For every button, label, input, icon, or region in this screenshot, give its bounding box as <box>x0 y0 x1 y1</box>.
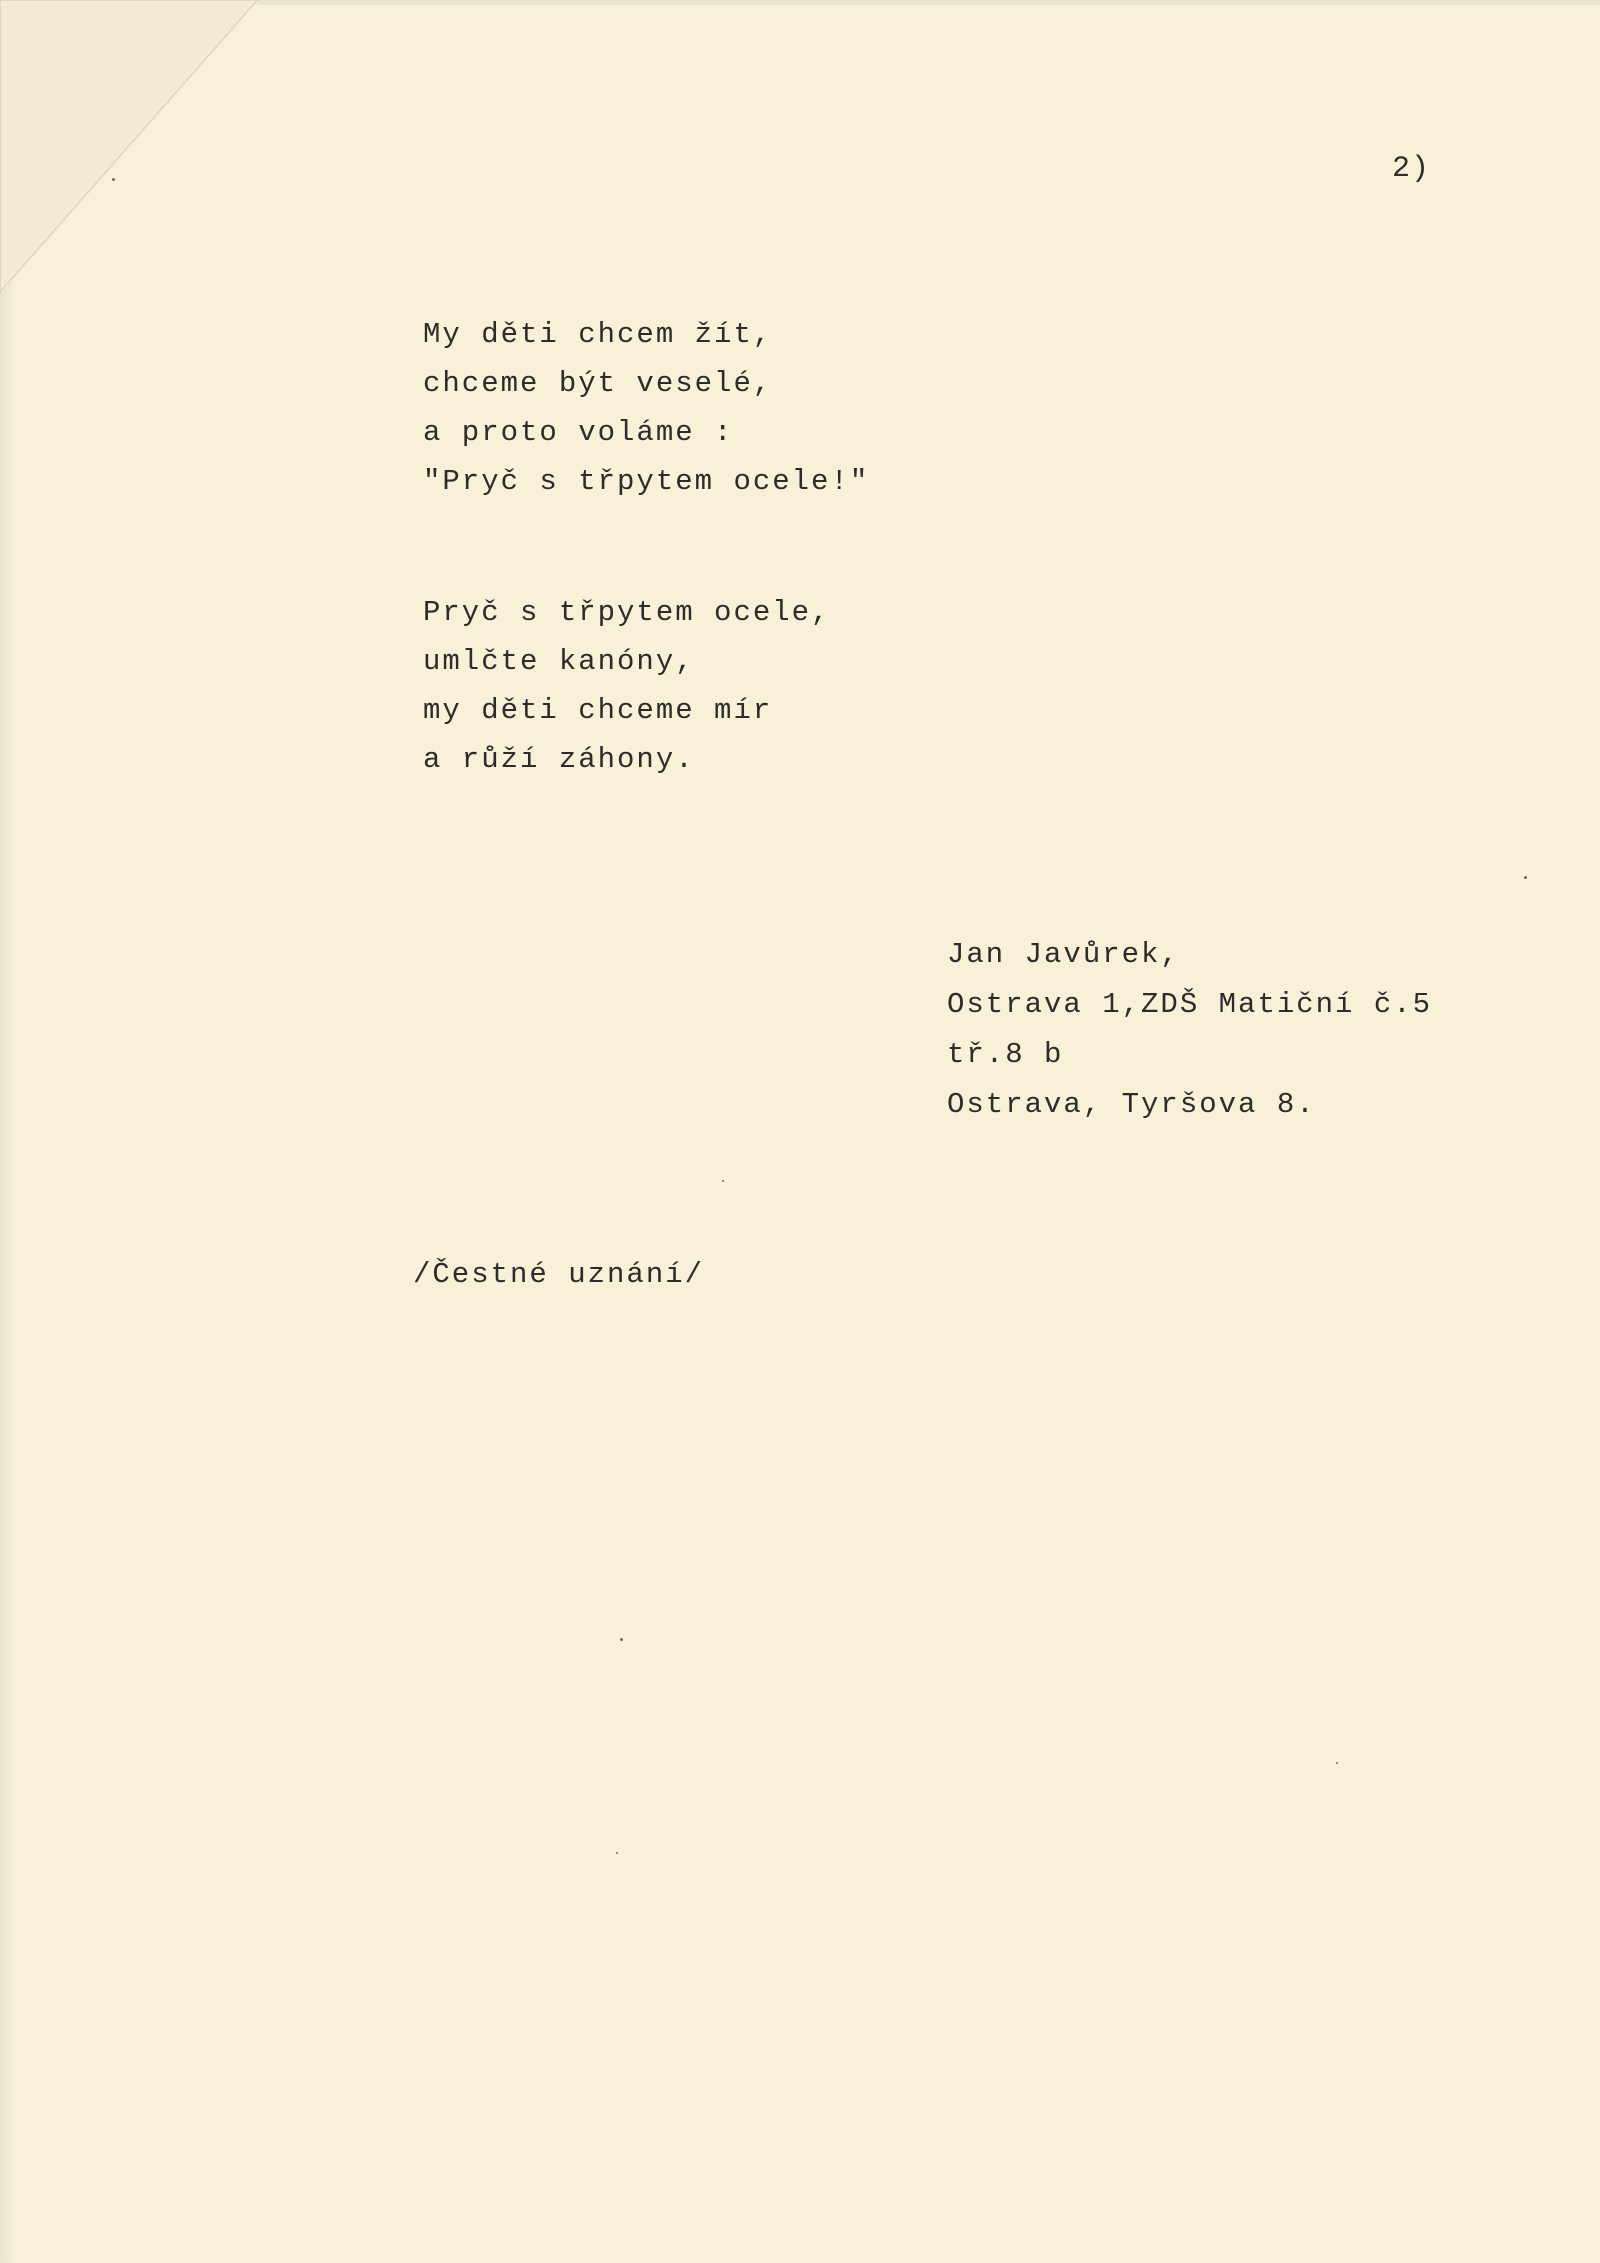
poem-stanza-2 <box>423 588 830 784</box>
author-name: Jan Javůrek, <box>947 938 1180 971</box>
paper-speck <box>620 1638 623 1641</box>
poem-line: umlčte kanóny, <box>423 645 695 678</box>
page-number: 2) <box>1392 152 1431 186</box>
poem-line: a růží záhony. <box>423 743 695 776</box>
poem-line: My děti chcem žít, <box>423 318 773 351</box>
page-left-edge <box>0 0 14 2263</box>
paper-speck <box>616 1852 618 1854</box>
class-designation: tř.8 b <box>947 1038 1064 1071</box>
paper-speck <box>1336 1762 1338 1764</box>
poem-line: Pryč s třpytem ocele, <box>423 596 831 629</box>
paper-speck <box>722 1180 724 1182</box>
paper-speck <box>1524 876 1527 879</box>
poem-line: my děti chceme mír <box>423 694 773 727</box>
paper-speck <box>112 178 115 181</box>
school-address: Ostrava 1,ZDŠ Matiční č.5 <box>947 988 1433 1021</box>
folded-corner <box>0 0 260 295</box>
author-signature-block <box>947 930 1432 1130</box>
poem-line: a proto voláme : <box>423 416 734 449</box>
honorable-mention-note: /Čestné uznání/ <box>413 1258 705 1291</box>
poem-line: "Pryč s třpytem ocele!" <box>423 465 870 498</box>
poem-line: chceme být veselé, <box>423 367 773 400</box>
home-address: Ostrava, Tyršova 8. <box>947 1088 1316 1121</box>
poem-stanza-1 <box>423 310 869 506</box>
